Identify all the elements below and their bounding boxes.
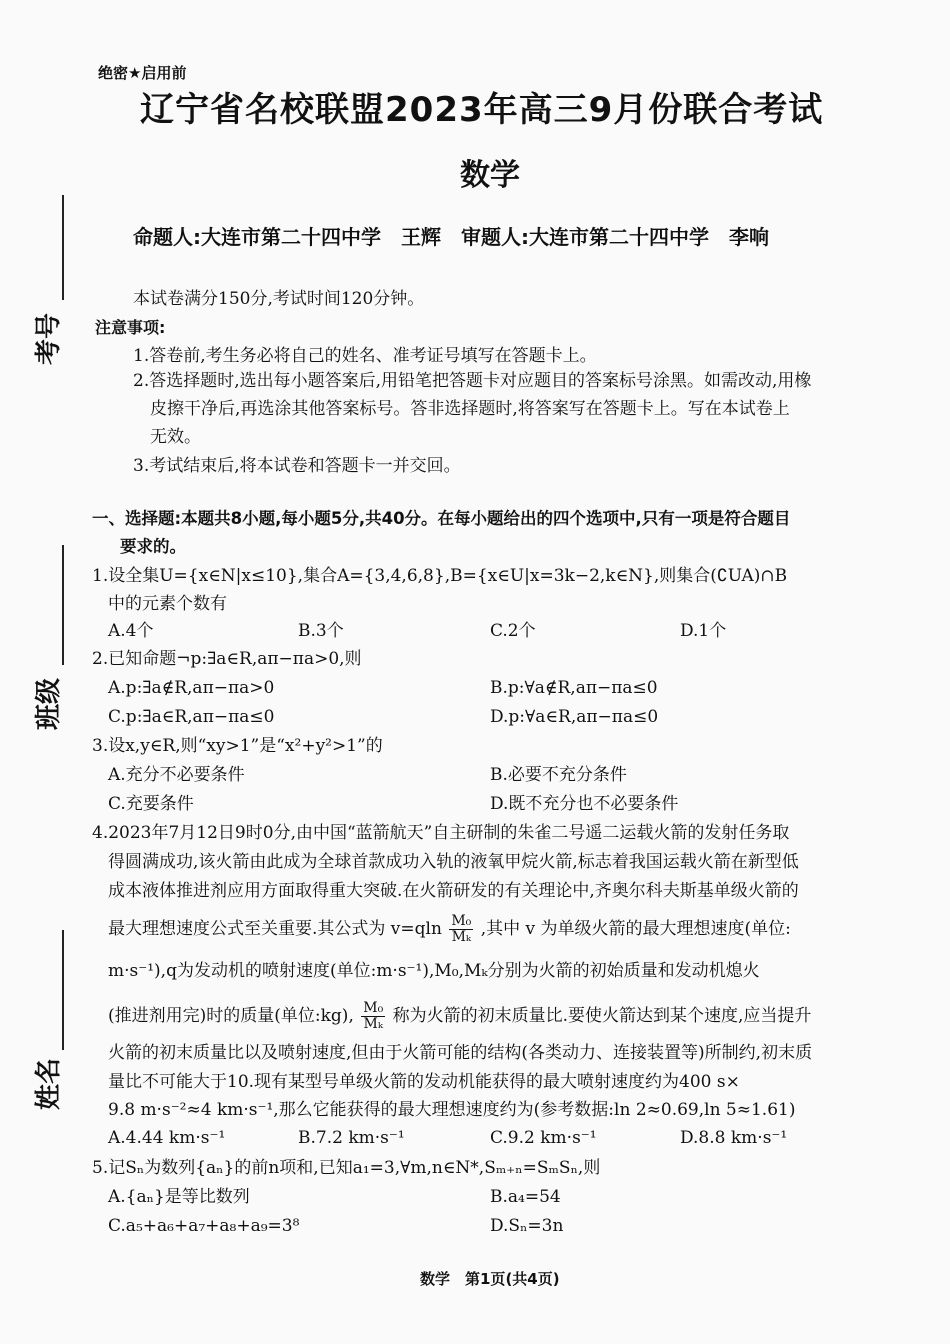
q4-line-4	[108, 914, 791, 945]
q4-option-c: C.9.2 km·s⁻¹	[490, 1128, 597, 1148]
fraction-numerator-2: M₀	[363, 1000, 384, 1016]
notice-2a: 2.答选择题时,选出每小题答案后,用铅笔把答题卡对应题目的答案标号涂黑。如需改动,用橡	[133, 371, 812, 391]
q4-line-8: 量比不可能大于10.现有某型号单级火箭的发动机能获得的最大喷射速度约为400 s×	[108, 1072, 740, 1092]
section-heading-2: 要求的。	[120, 537, 186, 556]
q2-option-b: B.p:∀a∉R,aπ−πa≤0	[490, 678, 658, 698]
fraction-denominator-2: Mₖ	[363, 1016, 383, 1032]
q2-option-d: D.p:∀a∈R,aπ−πa≤0	[490, 707, 659, 727]
q1-option-d: D.1个	[680, 621, 727, 641]
notice-1: 1.答卷前,考生务必将自己的姓名、准考证号填写在答题卡上。	[133, 346, 597, 366]
q4-line-6a: (推进剂用完)时的质量(单位:kg),	[108, 1006, 354, 1026]
q1-option-a: A.4个	[108, 621, 154, 641]
notice-2b: 皮擦干净后,再选涂其他答案标号。答非选择题时,将答案写在答题卡上。写在本试卷上	[150, 399, 790, 419]
section-heading: 一、选择题:本题共8小题,每小题5分,共40分。在每小题给出的四个选项中,只有一项是符合题目	[92, 509, 791, 528]
secret-label: 绝密★启用前	[98, 64, 187, 82]
fraction-numerator: M₀	[451, 913, 472, 929]
q4-line-6b: 称为火箭的初末质量比.要使火箭达到某个速度,应当提升	[392, 1006, 812, 1026]
mass-ratio-fraction	[449, 914, 473, 945]
subject-title: 数学	[460, 158, 520, 193]
q5-stem: 5.记Sₙ为数列{aₙ}的前n项和,已知a₁=3,∀m,n∈N*,Sₘ₊ₙ=SₘSₙ,则	[92, 1158, 601, 1178]
q1-stem-2: 中的元素个数有	[108, 594, 227, 614]
notice-2c: 无效。	[150, 427, 201, 447]
q4-line-4b: ,其中 v 为单级火箭的最大理想速度(单位:	[480, 919, 791, 939]
q3-option-c: C.充要条件	[108, 794, 194, 814]
q3-option-a: A.充分不必要条件	[108, 765, 245, 785]
q3-stem: 3.设x,y∈R,则“xy>1”是“x²+y²>1”的	[92, 736, 383, 756]
q4-line-6	[108, 1001, 811, 1032]
exam-title: 辽宁省名校联盟2023年高三9月份联合考试	[140, 90, 824, 130]
q4-line-9: 9.8 m·s⁻²≈4 km·s⁻¹,那么它能获得的最大理想速度约为(参考数据:ln 2≈0.69,ln 5≈1.61)	[108, 1100, 796, 1120]
q4-option-b: B.7.2 km·s⁻¹	[298, 1128, 405, 1148]
q1-option-b: B.3个	[298, 621, 344, 641]
name-line	[62, 930, 64, 1050]
score-time: 本试卷满分150分,考试时间120分钟。	[133, 289, 425, 309]
q2-option-c: C.p:∃a∈R,aπ−πa≤0	[108, 707, 275, 727]
authors-line: 命题人:大连市第二十四中学 王辉 审题人:大连市第二十四中学 李响	[133, 225, 769, 249]
q5-option-b: B.a₄=54	[490, 1187, 561, 1207]
exam-no-line	[62, 195, 64, 300]
page-footer: 数学 第1页(共4页)	[420, 1270, 560, 1288]
q1-option-c: C.2个	[490, 621, 536, 641]
q2-stem: 2.已知命题¬p:∃a∈R,aπ−πa>0,则	[92, 649, 362, 669]
q3-option-d: D.既不充分也不必要条件	[490, 794, 679, 814]
q4-line-2: 得圆满成功,该火箭由此成为全球首款成功入轨的液氧甲烷火箭,标志着我国运载火箭在新型低	[108, 852, 799, 872]
class-line	[62, 545, 64, 665]
q5-option-a: A.{aₙ}是等比数列	[108, 1187, 250, 1207]
q4-option-d: D.8.8 km·s⁻¹	[680, 1128, 788, 1148]
fraction-denominator: Mₖ	[451, 929, 472, 945]
q4-line-1: 4.2023年7月12日9时0分,由中国“蓝箭航天”自主研制的朱雀二号遥二运载火箭的发射任务取	[92, 823, 790, 843]
mass-ratio-fraction-2	[361, 1001, 385, 1032]
exam-no-label: 考号	[34, 312, 64, 365]
name-label: 姓名	[34, 1057, 64, 1110]
q5-option-c: C.a₅+a₆+a₇+a₈+a₉=3⁸	[108, 1216, 300, 1236]
q3-option-b: B.必要不充分条件	[490, 765, 627, 785]
q4-line-7: 火箭的初末质量比以及喷射速度,但由于火箭可能的结构(各类动力、连接装置等)所制约,初末质	[108, 1043, 813, 1063]
notice-3: 3.考试结束后,将本试卷和答题卡一并交回。	[133, 456, 461, 476]
notice-title: 注意事项:	[95, 318, 166, 337]
q5-option-d: D.Sₙ=3n	[490, 1216, 564, 1236]
q4-option-a: A.4.44 km·s⁻¹	[108, 1128, 226, 1148]
q1-stem: 1.设全集U={x∈N|x≤10},集合A={3,4,6,8},B={x∈U|x=3k−2,k∈N},则集合(∁UA)∩B	[92, 566, 788, 586]
class-label: 班级	[34, 677, 64, 730]
q2-option-a: A.p:∃a∉R,aπ−πa>0	[108, 678, 275, 698]
q4-line-5: m·s⁻¹),q为发动机的喷射速度(单位:m·s⁻¹),M₀,Mₖ分别为火箭的初始质量和发动机熄火	[108, 961, 760, 981]
q4-line-4a: 最大理想速度公式至关重要.其公式为 v=qln	[108, 919, 442, 939]
q4-line-3: 成本液体推进剂应用方面取得重大突破.在火箭研发的有关理论中,齐奥尔科夫斯基单级火箭的	[108, 881, 799, 901]
